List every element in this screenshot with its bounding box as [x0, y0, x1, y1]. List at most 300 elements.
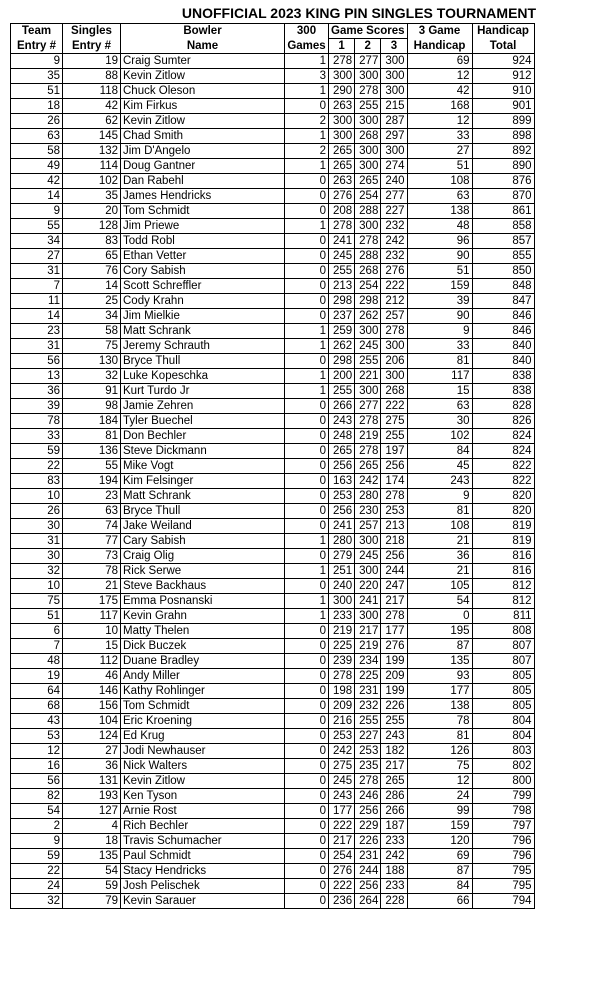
handicap-total-cell: 924 [472, 54, 534, 69]
handicap-cell: 0 [407, 609, 472, 624]
table-row [11, 309, 535, 324]
team-entry-cell: 6 [11, 624, 63, 639]
perfect-games-cell: 3 [285, 69, 329, 84]
game-2-cell: 300 [355, 114, 381, 129]
handicap-cell: 12 [407, 114, 472, 129]
bowler-name-cell: Josh Pelischek [121, 879, 285, 894]
singles-entry-cell: 54 [63, 864, 121, 879]
handicap-cell: 108 [407, 519, 472, 534]
handicap-cell: 75 [407, 759, 472, 774]
bowler-name-cell: Emma Posnanski [121, 594, 285, 609]
handicap-cell: 108 [407, 174, 472, 189]
game-3-cell: 188 [381, 864, 407, 879]
table-row [11, 99, 535, 114]
table-row [11, 84, 535, 99]
team-entry-cell: 34 [11, 234, 63, 249]
team-entry-cell: 36 [11, 384, 63, 399]
team-entry-cell: 59 [11, 849, 63, 864]
header-bowler-name: Name [121, 39, 285, 54]
game-3-cell: 276 [381, 264, 407, 279]
singles-entry-cell: 42 [63, 99, 121, 114]
singles-entry-cell: 124 [63, 729, 121, 744]
handicap-cell: 24 [407, 789, 472, 804]
handicap-total-cell: 796 [472, 849, 534, 864]
team-entry-cell: 78 [11, 414, 63, 429]
team-entry-cell: 30 [11, 519, 63, 534]
handicap-cell: 9 [407, 489, 472, 504]
game-1-cell: 256 [329, 459, 355, 474]
game-3-cell: 256 [381, 549, 407, 564]
handicap-cell: 138 [407, 699, 472, 714]
game-3-cell: 199 [381, 684, 407, 699]
perfect-games-cell: 0 [285, 234, 329, 249]
handicap-total-cell: 797 [472, 819, 534, 834]
handicap-cell: 105 [407, 579, 472, 594]
team-entry-cell: 26 [11, 114, 63, 129]
game-2-cell: 300 [355, 534, 381, 549]
table-row [11, 174, 535, 189]
perfect-games-cell: 0 [285, 189, 329, 204]
game-1-cell: 163 [329, 474, 355, 489]
game-1-cell: 219 [329, 624, 355, 639]
header-bowler: Bowler [121, 24, 285, 39]
table-row [11, 879, 535, 894]
team-entry-cell: 49 [11, 159, 63, 174]
team-entry-cell: 64 [11, 684, 63, 699]
game-2-cell: 298 [355, 294, 381, 309]
handicap-cell: 69 [407, 849, 472, 864]
handicap-cell: 51 [407, 159, 472, 174]
table-row [11, 504, 535, 519]
singles-entry-cell: 78 [63, 564, 121, 579]
singles-entry-cell: 19 [63, 54, 121, 69]
perfect-games-cell: 0 [285, 414, 329, 429]
bowler-name-cell: Todd Robl [121, 234, 285, 249]
handicap-cell: 42 [407, 84, 472, 99]
perfect-games-cell: 0 [285, 744, 329, 759]
handicap-cell: 120 [407, 834, 472, 849]
game-2-cell: 268 [355, 129, 381, 144]
team-entry-cell: 7 [11, 279, 63, 294]
table-row [11, 834, 535, 849]
game-1-cell: 209 [329, 699, 355, 714]
singles-entry-cell: 75 [63, 339, 121, 354]
handicap-total-cell: 804 [472, 714, 534, 729]
handicap-total-cell: 838 [472, 369, 534, 384]
game-1-cell: 275 [329, 759, 355, 774]
game-2-cell: 255 [355, 714, 381, 729]
game-1-cell: 241 [329, 234, 355, 249]
table-row [11, 804, 535, 819]
handicap-cell: 81 [407, 729, 472, 744]
bowler-name-cell: Jim Mielkie [121, 309, 285, 324]
handicap-total-cell: 912 [472, 69, 534, 84]
game-2-cell: 300 [355, 324, 381, 339]
singles-entry-cell: 175 [63, 594, 121, 609]
team-entry-cell: 75 [11, 594, 63, 609]
team-entry-cell: 14 [11, 189, 63, 204]
table-row [11, 684, 535, 699]
handicap-total-cell: 840 [472, 339, 534, 354]
table-row [11, 534, 535, 549]
perfect-games-cell: 0 [285, 354, 329, 369]
game-3-cell: 213 [381, 519, 407, 534]
handicap-total-cell: 870 [472, 189, 534, 204]
table-row [11, 444, 535, 459]
perfect-games-cell: 0 [285, 174, 329, 189]
bowler-name-cell: Travis Schumacher [121, 834, 285, 849]
game-3-cell: 256 [381, 459, 407, 474]
perfect-games-cell: 1 [285, 369, 329, 384]
bowler-name-cell: Mike Vogt [121, 459, 285, 474]
table-row [11, 129, 535, 144]
game-2-cell: 217 [355, 624, 381, 639]
game-2-cell: 264 [355, 894, 381, 909]
perfect-games-cell: 0 [285, 429, 329, 444]
game-3-cell: 206 [381, 354, 407, 369]
singles-entry-cell: 73 [63, 549, 121, 564]
game-3-cell: 275 [381, 414, 407, 429]
game-3-cell: 278 [381, 609, 407, 624]
bowler-name-cell: Bryce Thull [121, 354, 285, 369]
handicap-total-cell: 857 [472, 234, 534, 249]
game-3-cell: 233 [381, 834, 407, 849]
handicap-total-cell: 846 [472, 309, 534, 324]
bowler-name-cell: Andy Miller [121, 669, 285, 684]
perfect-games-cell: 1 [285, 129, 329, 144]
game-1-cell: 279 [329, 549, 355, 564]
perfect-games-cell: 0 [285, 684, 329, 699]
handicap-cell: 69 [407, 54, 472, 69]
team-entry-cell: 2 [11, 819, 63, 834]
perfect-games-cell: 0 [285, 579, 329, 594]
bowler-name-cell: Matt Schrank [121, 324, 285, 339]
game-2-cell: 254 [355, 189, 381, 204]
singles-entry-cell: 194 [63, 474, 121, 489]
handicap-cell: 87 [407, 864, 472, 879]
table-row [11, 144, 535, 159]
game-2-cell: 278 [355, 774, 381, 789]
handicap-cell: 90 [407, 249, 472, 264]
perfect-games-cell: 0 [285, 639, 329, 654]
handicap-total-cell: 807 [472, 639, 534, 654]
header-300: 300 [285, 24, 329, 39]
handicap-cell: 39 [407, 294, 472, 309]
game-1-cell: 245 [329, 774, 355, 789]
team-entry-cell: 56 [11, 774, 63, 789]
perfect-games-cell: 0 [285, 774, 329, 789]
handicap-total-cell: 828 [472, 399, 534, 414]
handicap-cell: 168 [407, 99, 472, 114]
game-2-cell: 235 [355, 759, 381, 774]
singles-entry-cell: 10 [63, 624, 121, 639]
game-2-cell: 257 [355, 519, 381, 534]
team-entry-cell: 54 [11, 804, 63, 819]
game-2-cell: 278 [355, 84, 381, 99]
handicap-total-cell: 802 [472, 759, 534, 774]
perfect-games-cell: 0 [285, 204, 329, 219]
game-2-cell: 300 [355, 219, 381, 234]
singles-entry-cell: 77 [63, 534, 121, 549]
game-1-cell: 276 [329, 189, 355, 204]
game-3-cell: 300 [381, 84, 407, 99]
game-2-cell: 225 [355, 669, 381, 684]
singles-entry-cell: 132 [63, 144, 121, 159]
game-2-cell: 280 [355, 489, 381, 504]
game-3-cell: 222 [381, 279, 407, 294]
game-3-cell: 233 [381, 879, 407, 894]
singles-entry-cell: 91 [63, 384, 121, 399]
bowler-name-cell: Jim Priewe [121, 219, 285, 234]
handicap-total-cell: 812 [472, 579, 534, 594]
team-entry-cell: 33 [11, 429, 63, 444]
handicap-total-cell: 820 [472, 504, 534, 519]
team-entry-cell: 27 [11, 249, 63, 264]
game-2-cell: 262 [355, 309, 381, 324]
singles-entry-cell: 128 [63, 219, 121, 234]
team-entry-cell: 39 [11, 399, 63, 414]
game-1-cell: 248 [329, 429, 355, 444]
table-row [11, 699, 535, 714]
handicap-total-cell: 816 [472, 564, 534, 579]
game-2-cell: 277 [355, 54, 381, 69]
team-entry-cell: 68 [11, 699, 63, 714]
game-3-cell: 243 [381, 729, 407, 744]
game-1-cell: 177 [329, 804, 355, 819]
team-entry-cell: 35 [11, 69, 63, 84]
header-singles-entry: Entry # [63, 39, 121, 54]
game-2-cell: 231 [355, 684, 381, 699]
results-table [10, 23, 535, 909]
table-row [11, 624, 535, 639]
handicap-cell: 33 [407, 129, 472, 144]
table-row [11, 669, 535, 684]
handicap-cell: 138 [407, 204, 472, 219]
game-1-cell: 198 [329, 684, 355, 699]
singles-entry-cell: 104 [63, 714, 121, 729]
handicap-cell: 78 [407, 714, 472, 729]
game-3-cell: 255 [381, 714, 407, 729]
handicap-total-cell: 910 [472, 84, 534, 99]
table-row [11, 594, 535, 609]
game-2-cell: 278 [355, 444, 381, 459]
table-row [11, 759, 535, 774]
handicap-total-cell: 848 [472, 279, 534, 294]
game-1-cell: 208 [329, 204, 355, 219]
perfect-games-cell: 0 [285, 474, 329, 489]
handicap-cell: 81 [407, 504, 472, 519]
game-1-cell: 245 [329, 249, 355, 264]
handicap-cell: 12 [407, 774, 472, 789]
bowler-name-cell: Jim D'Angelo [121, 144, 285, 159]
bowler-name-cell: Scott Schreffler [121, 279, 285, 294]
game-2-cell: 219 [355, 429, 381, 444]
handicap-cell: 21 [407, 564, 472, 579]
game-2-cell: 219 [355, 639, 381, 654]
game-3-cell: 300 [381, 54, 407, 69]
table-row [11, 294, 535, 309]
singles-entry-cell: 46 [63, 669, 121, 684]
bowler-name-cell: Kevin Zitlow [121, 774, 285, 789]
game-1-cell: 254 [329, 849, 355, 864]
bowler-name-cell: Rick Serwe [121, 564, 285, 579]
team-entry-cell: 32 [11, 894, 63, 909]
table-row [11, 324, 535, 339]
bowler-name-cell: Luke Kopeschka [121, 369, 285, 384]
table-row [11, 639, 535, 654]
team-entry-cell: 22 [11, 864, 63, 879]
game-3-cell: 174 [381, 474, 407, 489]
table-row [11, 354, 535, 369]
handicap-total-cell: 826 [472, 414, 534, 429]
game-1-cell: 298 [329, 354, 355, 369]
handicap-cell: 48 [407, 219, 472, 234]
bowler-name-cell: Kim Firkus [121, 99, 285, 114]
table-row [11, 369, 535, 384]
singles-entry-cell: 55 [63, 459, 121, 474]
team-entry-cell: 16 [11, 759, 63, 774]
game-1-cell: 300 [329, 129, 355, 144]
game-3-cell: 255 [381, 429, 407, 444]
handicap-total-cell: 816 [472, 549, 534, 564]
singles-entry-cell: 184 [63, 414, 121, 429]
game-3-cell: 300 [381, 369, 407, 384]
handicap-total-cell: 901 [472, 99, 534, 114]
handicap-total-cell: 807 [472, 654, 534, 669]
handicap-cell: 87 [407, 639, 472, 654]
table-row [11, 159, 535, 174]
bowler-name-cell: Don Bechler [121, 429, 285, 444]
game-3-cell: 199 [381, 654, 407, 669]
game-1-cell: 233 [329, 609, 355, 624]
handicap-total-cell: 800 [472, 774, 534, 789]
header-row-2 [11, 39, 535, 54]
singles-entry-cell: 146 [63, 684, 121, 699]
perfect-games-cell: 0 [285, 834, 329, 849]
bowler-name-cell: Kim Felsinger [121, 474, 285, 489]
singles-entry-cell: 62 [63, 114, 121, 129]
perfect-games-cell: 0 [285, 864, 329, 879]
handicap-total-cell: 808 [472, 624, 534, 639]
singles-entry-cell: 131 [63, 774, 121, 789]
handicap-total-cell: 847 [472, 294, 534, 309]
perfect-games-cell: 0 [285, 249, 329, 264]
perfect-games-cell: 1 [285, 384, 329, 399]
game-2-cell: 245 [355, 549, 381, 564]
singles-entry-cell: 117 [63, 609, 121, 624]
singles-entry-cell: 79 [63, 894, 121, 909]
table-row [11, 894, 535, 909]
bowler-name-cell: Jodi Newhauser [121, 744, 285, 759]
game-2-cell: 226 [355, 834, 381, 849]
team-entry-cell: 31 [11, 264, 63, 279]
table-row [11, 429, 535, 444]
singles-entry-cell: 135 [63, 849, 121, 864]
handicap-cell: 63 [407, 399, 472, 414]
game-2-cell: 234 [355, 654, 381, 669]
game-2-cell: 221 [355, 369, 381, 384]
team-entry-cell: 19 [11, 669, 63, 684]
handicap-cell: 96 [407, 234, 472, 249]
bowler-name-cell: Nick Walters [121, 759, 285, 774]
bowler-name-cell: Kevin Zitlow [121, 114, 285, 129]
handicap-cell: 126 [407, 744, 472, 759]
game-1-cell: 278 [329, 669, 355, 684]
table-row [11, 339, 535, 354]
singles-entry-cell: 34 [63, 309, 121, 324]
perfect-games-cell: 1 [285, 564, 329, 579]
game-3-cell: 257 [381, 309, 407, 324]
handicap-cell: 63 [407, 189, 472, 204]
team-entry-cell: 11 [11, 294, 63, 309]
game-3-cell: 277 [381, 189, 407, 204]
perfect-games-cell: 0 [285, 549, 329, 564]
game-1-cell: 298 [329, 294, 355, 309]
bowler-name-cell: Kevin Sarauer [121, 894, 285, 909]
handicap-total-cell: 820 [472, 489, 534, 504]
header-team: Team [11, 24, 63, 39]
perfect-games-cell: 0 [285, 624, 329, 639]
handicap-cell: 81 [407, 354, 472, 369]
game-1-cell: 262 [329, 339, 355, 354]
header-game-1: 1 [329, 39, 355, 54]
perfect-games-cell: 1 [285, 84, 329, 99]
game-3-cell: 242 [381, 234, 407, 249]
game-2-cell: 231 [355, 849, 381, 864]
perfect-games-cell: 0 [285, 759, 329, 774]
bowler-name-cell: Bryce Thull [121, 504, 285, 519]
perfect-games-cell: 0 [285, 669, 329, 684]
perfect-games-cell: 0 [285, 264, 329, 279]
bowler-name-cell: Ken Tyson [121, 789, 285, 804]
perfect-games-cell: 1 [285, 324, 329, 339]
team-entry-cell: 18 [11, 99, 63, 114]
handicap-cell: 195 [407, 624, 472, 639]
perfect-games-cell: 0 [285, 504, 329, 519]
game-3-cell: 266 [381, 804, 407, 819]
game-3-cell: 209 [381, 669, 407, 684]
game-2-cell: 244 [355, 864, 381, 879]
handicap-total-cell: 805 [472, 699, 534, 714]
handicap-total-cell: 803 [472, 744, 534, 759]
perfect-games-cell: 0 [285, 849, 329, 864]
game-1-cell: 265 [329, 144, 355, 159]
table-row [11, 399, 535, 414]
team-entry-cell: 58 [11, 144, 63, 159]
handicap-total-cell: 898 [472, 129, 534, 144]
singles-entry-cell: 76 [63, 264, 121, 279]
handicap-cell: 102 [407, 429, 472, 444]
team-entry-cell: 9 [11, 834, 63, 849]
game-1-cell: 265 [329, 444, 355, 459]
handicap-cell: 177 [407, 684, 472, 699]
singles-entry-cell: 59 [63, 879, 121, 894]
game-1-cell: 263 [329, 99, 355, 114]
header-3-game: 3 Game [407, 24, 472, 39]
game-1-cell: 290 [329, 84, 355, 99]
handicap-total-cell: 858 [472, 219, 534, 234]
handicap-cell: 21 [407, 534, 472, 549]
team-entry-cell: 31 [11, 339, 63, 354]
perfect-games-cell: 1 [285, 159, 329, 174]
handicap-total-cell: 846 [472, 324, 534, 339]
bowler-name-cell: Kevin Grahn [121, 609, 285, 624]
game-2-cell: 255 [355, 354, 381, 369]
singles-entry-cell: 136 [63, 444, 121, 459]
game-2-cell: 246 [355, 789, 381, 804]
game-2-cell: 278 [355, 234, 381, 249]
handicap-cell: 99 [407, 804, 472, 819]
